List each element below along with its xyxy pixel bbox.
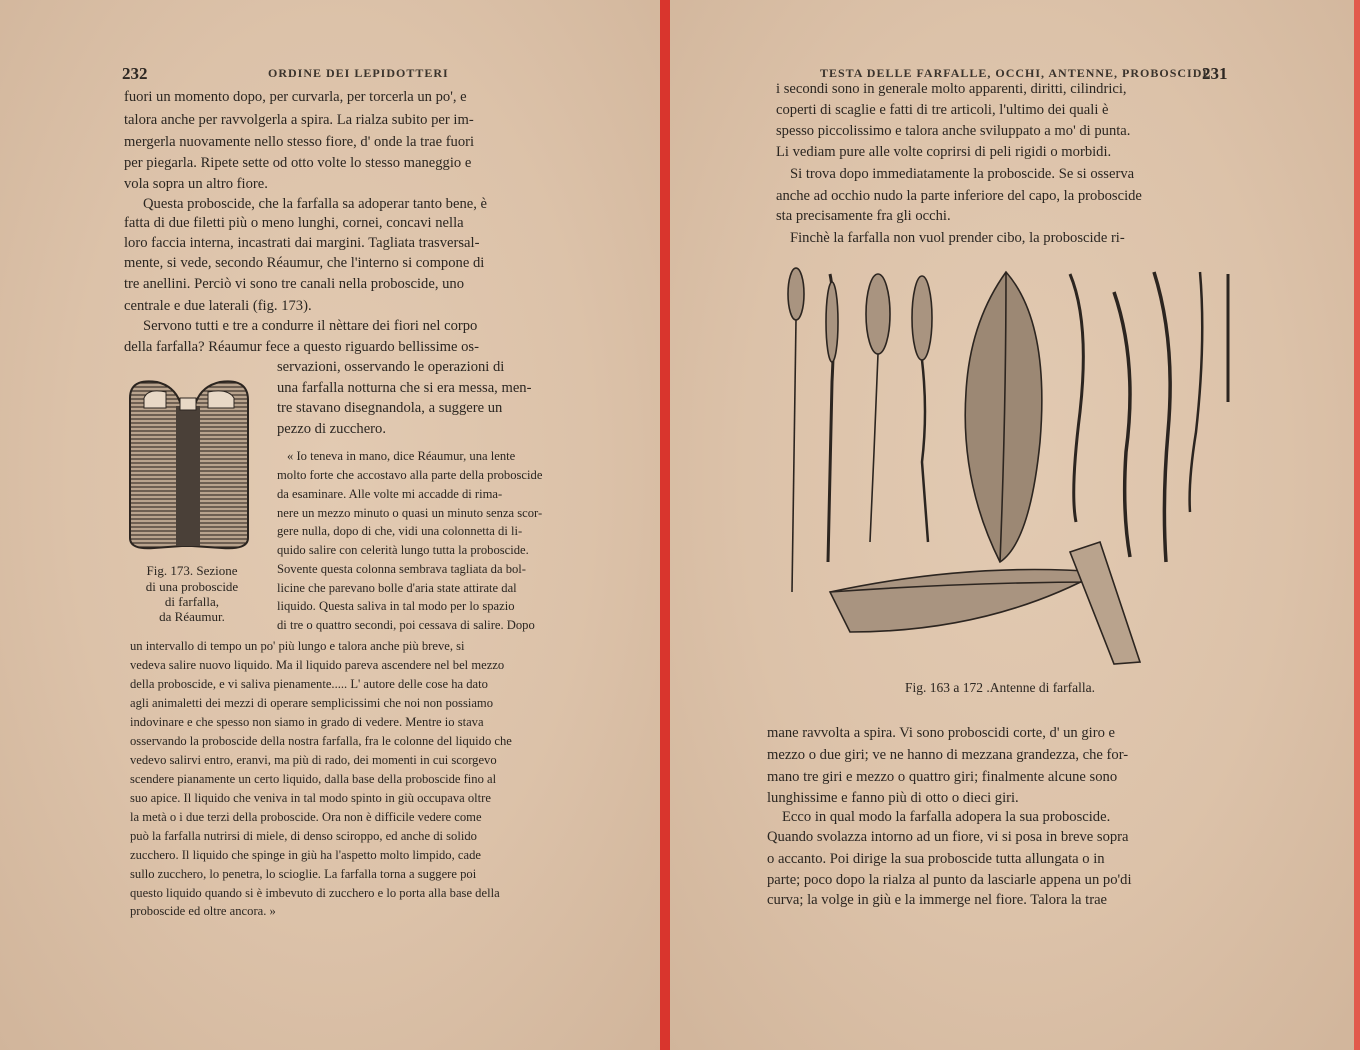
quote-line: agli animaletti dei mezzi di operare semplicissimi che noi non possiamo bbox=[130, 696, 494, 710]
body-line: talora anche per ravvolgerla a spira. La rialza subito per im- bbox=[124, 112, 474, 128]
right-page bbox=[670, 0, 1360, 1050]
quote-line: proboscide ed oltre ancora. » bbox=[130, 904, 276, 918]
quote-line: Sovente questa colonna sembrava tagliata da bol- bbox=[277, 562, 526, 576]
body-line: anche ad occhio nudo la parte inferiore del capo, la proboscide bbox=[776, 188, 1142, 204]
body-line: Li vediam pure alle volte coprirsi di peli rigidi o morbidi. bbox=[776, 144, 1112, 160]
body-line: lunghissime e fanno più di otto o dieci giri. bbox=[767, 790, 1019, 806]
body-line: parte; poco dopo la rialza al punto da lasciarle appena un po'di bbox=[767, 872, 1132, 888]
running-header-right: TESTA DELLE FARFALLE, OCCHI, ANTENNE, PROBOSCIDE bbox=[820, 66, 1212, 80]
quote-line: quido salire con celerità lungo tutta la proboscide. bbox=[277, 543, 529, 557]
body-line: centrale e due laterali (fig. 173). bbox=[124, 298, 312, 314]
body-line: una farfalla notturna che si era messa, men- bbox=[277, 380, 532, 396]
left-page bbox=[0, 0, 663, 1050]
body-line: mane ravvolta a spira. Vi sono proboscidi corte, d' un giro e bbox=[767, 725, 1115, 741]
body-line: curva; la volge in giù e la immerge nel fiore. Talora la trae bbox=[767, 892, 1108, 908]
quote-line: gere nulla, dopo di che, vidi una colonnetta di li- bbox=[277, 524, 523, 538]
quote-line: scendere pianamente un certo liquido, dalla base della proboscide fino al bbox=[130, 772, 497, 786]
quote-line: indovinare e che spesso non siamo in grado di vedere. Mentre io stava bbox=[130, 715, 484, 729]
page-number-left: 232 bbox=[122, 64, 148, 83]
quote-line: sullo zucchero, lo penetra, lo scioglie. La farfalla torna a suggere poi bbox=[130, 867, 477, 881]
quote-line: può la farfalla nutrirsi di miele, di denso sciroppo, ed anche di solido bbox=[130, 829, 477, 843]
page-number-right: 231 bbox=[1202, 64, 1228, 83]
body-line: per piegarla. Ripete sette od otto volte lo stesso maneggio e bbox=[124, 155, 472, 171]
body-line: pezzo di zucchero. bbox=[277, 421, 386, 437]
quote-line: da esaminare. Alle volte mi accadde di rima- bbox=[277, 487, 503, 501]
quote-line: molto forte che accostavo alla parte della proboscide bbox=[277, 468, 543, 482]
body-line: Quando svolazza intorno ad un fiore, vi si posa in breve sopra bbox=[767, 829, 1129, 845]
quote-line: suo apice. Il liquido che veniva in tal modo spinto in giù occupava oltre bbox=[130, 791, 491, 805]
body-line: fatta di due filetti più o meno lunghi, cornei, concavi nella bbox=[124, 215, 464, 231]
body-line: della farfalla? Réaumur fece a questo riguardo bellissime os- bbox=[124, 339, 479, 355]
quote-line: vedevo salirvi entro, eranvi, ma più di rado, dei momenti in cui scorgevo bbox=[130, 753, 497, 767]
body-line: mente, si vede, secondo Réaumur, che l'interno si compone di bbox=[124, 255, 485, 271]
body-line: vola sopra un altro fiore. bbox=[124, 176, 268, 192]
quote-line: questo liquido quando si è imbevuto di zucchero e lo porta alla base della bbox=[130, 886, 500, 900]
body-line: fuori un momento dopo, per curvarla, per torcerla un po', e bbox=[124, 89, 467, 105]
body-line: mergerla nuovamente nello stesso fiore, d' onde la trae fuori bbox=[124, 134, 475, 150]
figure-caption: Fig. 163 a 172 .Antenne di farfalla. bbox=[904, 680, 1096, 695]
body-line: Finchè la farfalla non vuol prender cibo, la proboscide ri- bbox=[790, 230, 1125, 246]
body-line: loro faccia interna, incastrati dai margini. Tagliata trasversal- bbox=[124, 235, 480, 251]
proboscis-cross-section-figure bbox=[122, 378, 254, 553]
quote-line: osservando la proboscide della nostra farfalla, fra le colonne del liquido che bbox=[130, 734, 512, 748]
quote-line: licine che parevano bolle d'aria state attirate dal bbox=[277, 581, 517, 595]
running-header-left: ORDINE DEI LEPIDOTTERI bbox=[268, 66, 449, 80]
quote-line: della proboscide, e vi saliva pienamente..... L' autore delle cose ha dato bbox=[130, 677, 488, 691]
figure-caption-line: di farfalla, bbox=[164, 594, 220, 609]
body-line: coperti di scaglie e fatti di tre articoli, l'ultimo dei quali è bbox=[776, 102, 1109, 118]
body-line: mano tre giri e mezzo o quattro giri; finalmente alcune sono bbox=[767, 769, 1118, 785]
quote-line: nere un mezzo minuto o quasi un minuto senza scor- bbox=[277, 506, 543, 520]
butterfly-antennae-figure bbox=[770, 262, 1240, 672]
body-line: Si trova dopo immediatamente la proboscide. Se si osserva bbox=[790, 166, 1135, 182]
quote-line: un intervallo di tempo un po' più lungo e talora anche più breve, si bbox=[130, 639, 465, 653]
figure-caption-line: di una proboscide bbox=[145, 579, 239, 594]
quote-line: vedeva salire nuovo liquido. Ma il liquido pareva ascendere nel bel mezzo bbox=[130, 658, 505, 672]
body-line: sta precisamente fra gli occhi. bbox=[776, 208, 951, 224]
body-line: Questa proboscide, che la farfalla sa adoperar tanto bene, è bbox=[143, 196, 488, 212]
figure-caption-line: da Réaumur. bbox=[159, 609, 225, 624]
quote-line: « Io teneva in mano, dice Réaumur, una lente bbox=[287, 449, 516, 463]
body-line: Ecco in qual modo la farfalla adopera la sua proboscide. bbox=[782, 809, 1111, 825]
body-line: tre stavano disegnandola, a suggere un bbox=[277, 400, 503, 416]
quote-line: zucchero. Il liquido che spinge in giù ha l'aspetto molto limpido, cade bbox=[130, 848, 481, 862]
figure-caption-line: Fig. 173. Sezione bbox=[146, 563, 238, 578]
page-edge-right bbox=[1354, 0, 1360, 1050]
quote-line: di tre o quattro secondi, poi cessava di salire. Dopo bbox=[277, 618, 535, 632]
quote-line: liquido. Questa saliva in tal modo per lo spazio bbox=[277, 599, 515, 613]
body-line: Servono tutti e tre a condurre il nèttare dei fiori nel corpo bbox=[143, 318, 478, 334]
quote-line: la metà o i due terzi della proboscide. Ora non è difficile vedere come bbox=[130, 810, 482, 824]
body-line: tre anellini. Perciò vi sono tre canali nella proboscide, uno bbox=[124, 276, 465, 292]
body-line: spesso piccolissimo e talora anche sviluppato a mo' di punta. bbox=[776, 123, 1131, 139]
body-line: mezzo o due giri; ve ne hanno di mezzana grandezza, che for- bbox=[767, 747, 1129, 763]
body-line: o accanto. Poi dirige la sua proboscide tutta allungata o in bbox=[767, 851, 1105, 867]
body-line: servazioni, osservando le operazioni di bbox=[277, 359, 505, 375]
body-line: i secondi sono in generale molto apparenti, diritti, cilindrici, bbox=[776, 81, 1127, 97]
